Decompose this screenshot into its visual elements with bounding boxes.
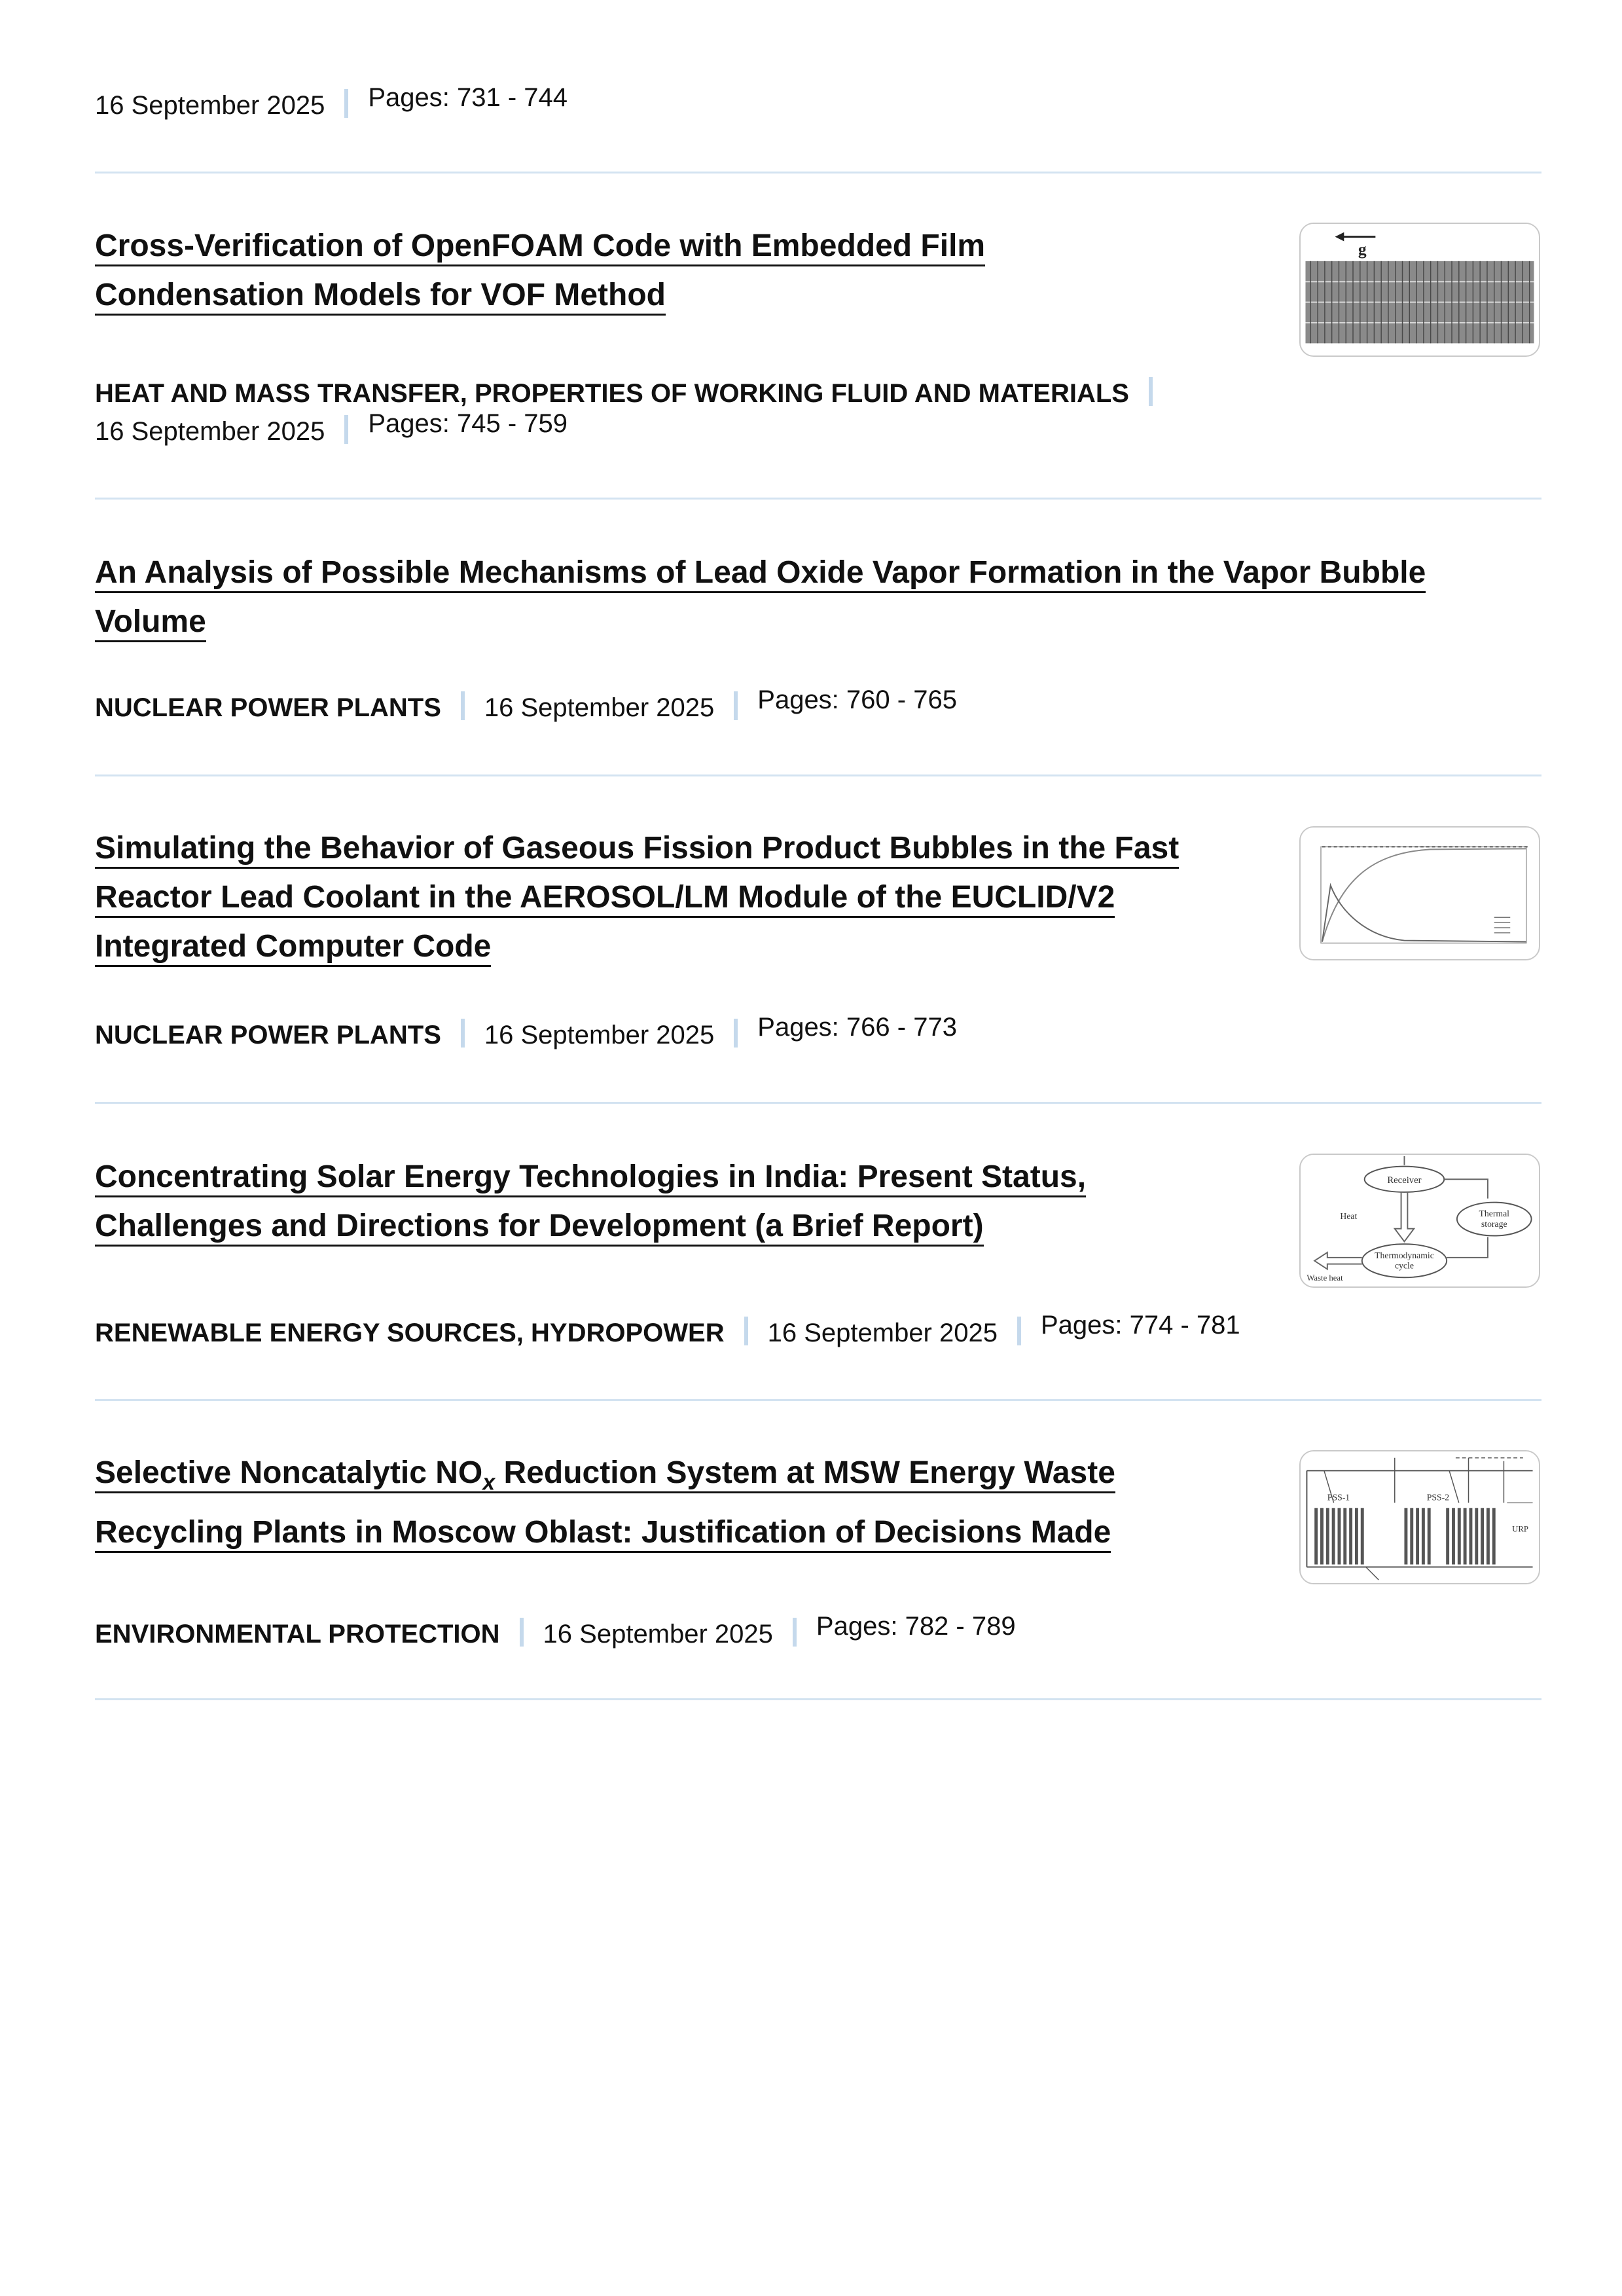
- page-range: Pages: 745 - 759: [368, 409, 568, 438]
- flow-diagram-figure: [1301, 1155, 1539, 1286]
- meta-separator: [793, 1618, 797, 1647]
- article-title[interactable]: [95, 548, 1426, 646]
- article-title-line[interactable]: Condensation Models for VOF Method: [95, 278, 666, 316]
- article-title-line[interactable]: Recycling Plants in Moscow Oblast: Justification of Decisions Made: [95, 1515, 1111, 1553]
- divider: [95, 172, 1541, 173]
- svg-text:storage: storage: [1481, 1218, 1507, 1229]
- plant-schematic-figure: [1301, 1451, 1539, 1583]
- article-title-line[interactable]: Integrated Computer Code: [95, 929, 491, 967]
- article-title-line[interactable]: An Analysis of Possible Mechanisms of Lead Oxide Vapor Formation in the Vapor Bubble: [95, 555, 1426, 593]
- article-thumbnail[interactable]: [1299, 1154, 1540, 1288]
- svg-text:Thermal: Thermal: [1479, 1209, 1509, 1219]
- condensation-grid-figure: [1301, 224, 1539, 355]
- article-title[interactable]: [95, 1448, 1115, 1557]
- article-title-line[interactable]: Cross-Verification of OpenFOAM Code with Embedded Film: [95, 228, 985, 266]
- meta-separator: [734, 1019, 738, 1048]
- article-category[interactable]: RENEWABLE ENERGY SOURCES, HYDROPOWER: [95, 1319, 725, 1347]
- divider: [95, 1698, 1541, 1700]
- meta-separator: [734, 691, 738, 720]
- article-thumbnail[interactable]: [1299, 826, 1540, 960]
- article-thumbnail[interactable]: [1299, 1450, 1540, 1584]
- svg-text:PSS-2: PSS-2: [1426, 1492, 1450, 1503]
- article-title[interactable]: [95, 824, 1179, 971]
- meta-row: [95, 687, 957, 723]
- article-title-line[interactable]: Reactor Lead Coolant in the AEROSOL/LM Module of the EUCLID/V2: [95, 880, 1115, 918]
- page-range: Pages: 774 - 781: [1040, 1311, 1240, 1339]
- svg-text:PSS-1: PSS-1: [1327, 1492, 1350, 1503]
- line-graph-figure: [1301, 828, 1539, 959]
- article-thumbnail[interactable]: [1299, 223, 1540, 357]
- svg-text:Heat: Heat: [1340, 1211, 1358, 1222]
- meta-separator: [520, 1618, 524, 1647]
- svg-text:Waste heat: Waste heat: [1307, 1273, 1343, 1283]
- svg-text:URP: URP: [1512, 1524, 1528, 1534]
- article-title-line[interactable]: Selective Noncatalytic $NO_x$ Reduction System at MSW Energy Waste: [95, 1455, 1115, 1495]
- meta-row: [95, 411, 568, 447]
- meta-separator: [461, 1019, 465, 1048]
- meta-separator: [1017, 1317, 1021, 1345]
- article-category[interactable]: NUCLEAR POWER PLANTS: [95, 693, 441, 722]
- meta-separator: [344, 415, 348, 444]
- meta-separator: [744, 1317, 748, 1345]
- page-range: Pages: 760 - 765: [757, 685, 957, 714]
- svg-text:cycle: cycle: [1394, 1260, 1414, 1271]
- svg-text:Thermodynamic: Thermodynamic: [1375, 1250, 1434, 1260]
- publication-date: 16 September 2025: [95, 417, 325, 446]
- article-title-line[interactable]: Challenges and Directions for Development (a Brief Report): [95, 1209, 984, 1247]
- meta-row: [95, 1313, 1240, 1349]
- publication-date: 16 September 2025: [484, 1021, 715, 1049]
- article-category[interactable]: HEAT AND MASS TRANSFER, PROPERTIES OF WORKING FLUID AND MATERIALS: [95, 379, 1129, 408]
- meta-separator: [1149, 377, 1153, 406]
- divider: [95, 498, 1541, 500]
- divider: [95, 774, 1541, 776]
- publication-date: 16 September 2025: [484, 693, 715, 722]
- page-range: Pages: 731 - 744: [368, 83, 568, 112]
- article-title-line[interactable]: Simulating the Behavior of Gaseous Fission Product Bubbles in the Fast: [95, 831, 1179, 869]
- svg-text:Receiver: Receiver: [1387, 1175, 1422, 1186]
- publication-date: 16 September 2025: [95, 91, 325, 120]
- article-title-line[interactable]: Concentrating Solar Energy Technologies in India: Present Status,: [95, 1159, 1086, 1197]
- meta-separator: [344, 89, 348, 118]
- divider: [95, 1102, 1541, 1104]
- article-title-line[interactable]: Volume: [95, 604, 206, 642]
- divider: [95, 1399, 1541, 1401]
- meta-row: [95, 1614, 1016, 1650]
- page-range: Pages: 782 - 789: [816, 1612, 1016, 1641]
- article-category[interactable]: ENVIRONMENTAL PROTECTION: [95, 1620, 500, 1649]
- publication-date: 16 September 2025: [543, 1620, 773, 1649]
- meta-row-top: [95, 85, 568, 121]
- article-title[interactable]: [95, 221, 985, 319]
- publication-date: 16 September 2025: [767, 1319, 998, 1347]
- meta-separator: [461, 691, 465, 720]
- article-title[interactable]: [95, 1152, 1086, 1250]
- page-range: Pages: 766 - 773: [757, 1013, 957, 1042]
- gravity-label: g: [1358, 240, 1367, 259]
- meta-row: [95, 373, 1172, 409]
- meta-row: [95, 1015, 957, 1051]
- article-category[interactable]: NUCLEAR POWER PLANTS: [95, 1021, 441, 1049]
